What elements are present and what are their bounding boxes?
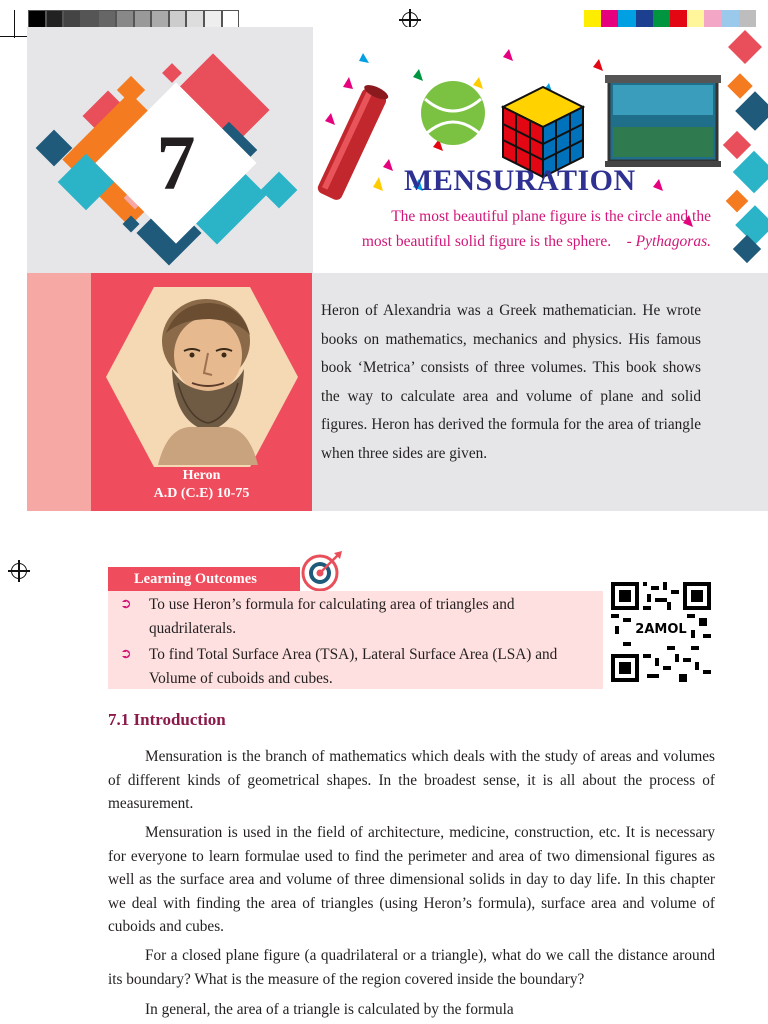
heron-caption (91, 467, 312, 503)
intro-paragraph-3: For a closed plane figure (a quadrilateral or a triangle), what do we call the distance around its boundary? What is the measure of the region covered inside the boundary? (108, 947, 715, 988)
target-icon (300, 551, 344, 593)
learning-outcomes-heading: Learning Outcomes (108, 567, 300, 591)
heron-dates: A.D (C.E) 10-75 (153, 486, 250, 501)
intro-paragraph-4: In general, the area of a triangle is calculated by the formula (145, 1001, 514, 1018)
learning-outcome-item: ➲ To find Total Surface Area (TSA), Lateral Surface Area (LSA) and Volume of cuboids and cubes. (120, 643, 602, 690)
quote-line-2 (313, 233, 711, 251)
intro-paragraph-1: Mensuration is the branch of mathematics which deals with the study of areas and volumes of different kinds of geometrical shapes. In the broadest sense, it is all about the process of measurement. (108, 748, 715, 812)
quote-line-1: The most beautiful plane figure is the circle and the (391, 208, 711, 225)
arrow-bullet-icon: ➲ (120, 646, 132, 662)
quote-author: - Pythagoras. (626, 233, 711, 250)
learning-outcomes-box (108, 591, 603, 689)
registration-mark-icon (402, 12, 418, 28)
section-heading: 7.1 Introduction (108, 710, 226, 729)
qr-code[interactable] (611, 582, 711, 682)
chapter-number: 7 (156, 119, 196, 206)
learning-outcome-item: ➲ To use Heron’s formula for calculating area of triangles and quadrilaterals. (120, 593, 602, 640)
heron-name: Heron (182, 468, 221, 483)
chapter-title: MENSURATION (404, 164, 636, 197)
arrow-bullet-icon: ➲ (120, 596, 132, 612)
quote-text: most beautiful solid figure is the sphere. (361, 233, 612, 250)
heron-biography: Heron of Alexandria was a Greek mathematician. He wrote books on mathematics, mechanics and physics. His famous book ‘Metrica’ consists of three volumes. This book shows the way to calculate area and volume of plane and solid figures. Heron has derived the formula for the area of triangle when three sides are given. (321, 302, 701, 462)
heron-portrait-image (138, 293, 268, 465)
qr-code-label: 2AMOL (635, 622, 687, 637)
intro-paragraph-2: Mensuration is used in the field of architecture, medicine, construction, etc. It is necessary for everyone to learn formulae used to find the perimeter and area of two dimensional figures as well as the surface area and volume of three dimensional solids in day to day life. In this chapter we deal with finding the area of triangles (using Heron’s formula), surface area and volume of cuboids and cubes. (108, 824, 715, 935)
registration-mark-icon (11, 563, 27, 579)
crop-mark (14, 10, 15, 38)
heron-side-strip (27, 273, 91, 511)
